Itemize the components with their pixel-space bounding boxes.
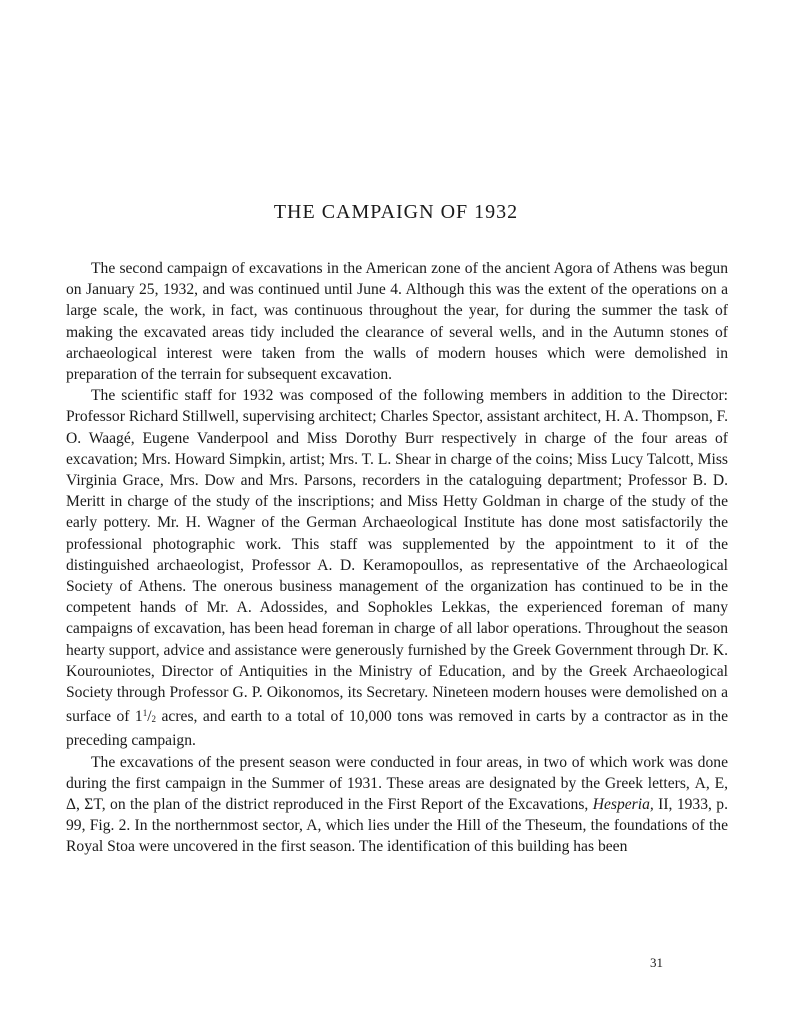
fraction-denominator: 2 — [151, 714, 157, 725]
page-title: THE CAMPAIGN OF 1932 — [273, 201, 519, 223]
fraction-numerator: 1 — [142, 708, 148, 719]
page-number: 31 — [650, 955, 663, 970]
paragraph-2 — [66, 385, 728, 751]
fraction-whole: 1 — [134, 708, 143, 726]
paragraph-2-text: The scientific staff for 1932 was composed of the following members in addition to the Director: Professor Richard Stillwell, supervising architect; Charles Spector, assistant architect, H. A. Thompson, F. O. Waagé, Eugene Vanderpool and Miss Dorothy Burr respectively in charge of the four areas of excavation; Mrs. Howard Simpkin, artist; Mrs. T. L. Shear in charge of the coins; Miss Lucy Talcott, Miss Virginia Grace, Mrs. Dow and Mrs. Parsons, recorders in the cataloguing department; Professor B. D. Meritt in charge of the study of the inscriptions; and Miss Hetty Goldman in charge of the study of the early pottery. Mr. H. Wagner of the German Archaeological Institute has done most satisfactorily the professional photographic work. This staff was supplemented by the appointment to it of the distinguished archaeologist, Professor A. D. Keramopoullos, as representative of the Archaeological Society of Athens. The onerous business management of the organization has continued to be in the competent hands of Mr. A. Adossides, and Sophokles Lekkas, the experienced foreman of many campaigns of excavation, has been head foreman in charge of all labor operations. Throughout the season hearty support, advice and assistance were generously furnished by the Greek Government through Dr. K. Kourouniotes, Director of Antiquities in the Ministry of Education, and by the Greek Archaeological Society through Professor G. P. Oikonomos, its Secretary. Nineteen modern houses were demolished on a surface of — [66, 387, 728, 726]
fraction-one-and-a-half: $1^1/_2$ — [134, 708, 157, 726]
journal-title: Hesperia, — [592, 796, 654, 814]
paragraph-3 — [66, 752, 728, 858]
paragraph-3-end: II, 1933, p. 99, Fig. 2. In the northernmost sector, A, which lies under the Hill of the Theseum, the foundations of the Royal Stoa were uncovered in the first season. The identification of this building has been — [66, 796, 728, 856]
body-text — [66, 258, 728, 858]
paragraph-3-start: The excavations of the present season were conducted in four areas, in two of which work was done during the first campaign in the Summer of 1931. These areas are designated by the Greek letters, Α, Ε, Δ, ΣΤ, on the plan of the district reproduced in the First Report of the Excavations, — [66, 753, 728, 814]
paragraph-1: The second campaign of excavations in the American zone of the ancient Agora of Athens was begun on January 25, 1932, and was continued until June 4. Although this was the extent of the operations on a large scale, the work, in fact, was continuous throughout the year, for during the summer the task of making the excavated areas tidy included the clearance of several wells, and in the Autumn stones of archaeological interest were taken from the walls of modern houses which were demolished in preparation of the terrain for subsequent excavation. — [66, 260, 728, 384]
paragraph-2-end: acres, and earth to a total of 10,000 tons was removed in carts by a contractor as in the preceding campaign. — [66, 708, 728, 750]
